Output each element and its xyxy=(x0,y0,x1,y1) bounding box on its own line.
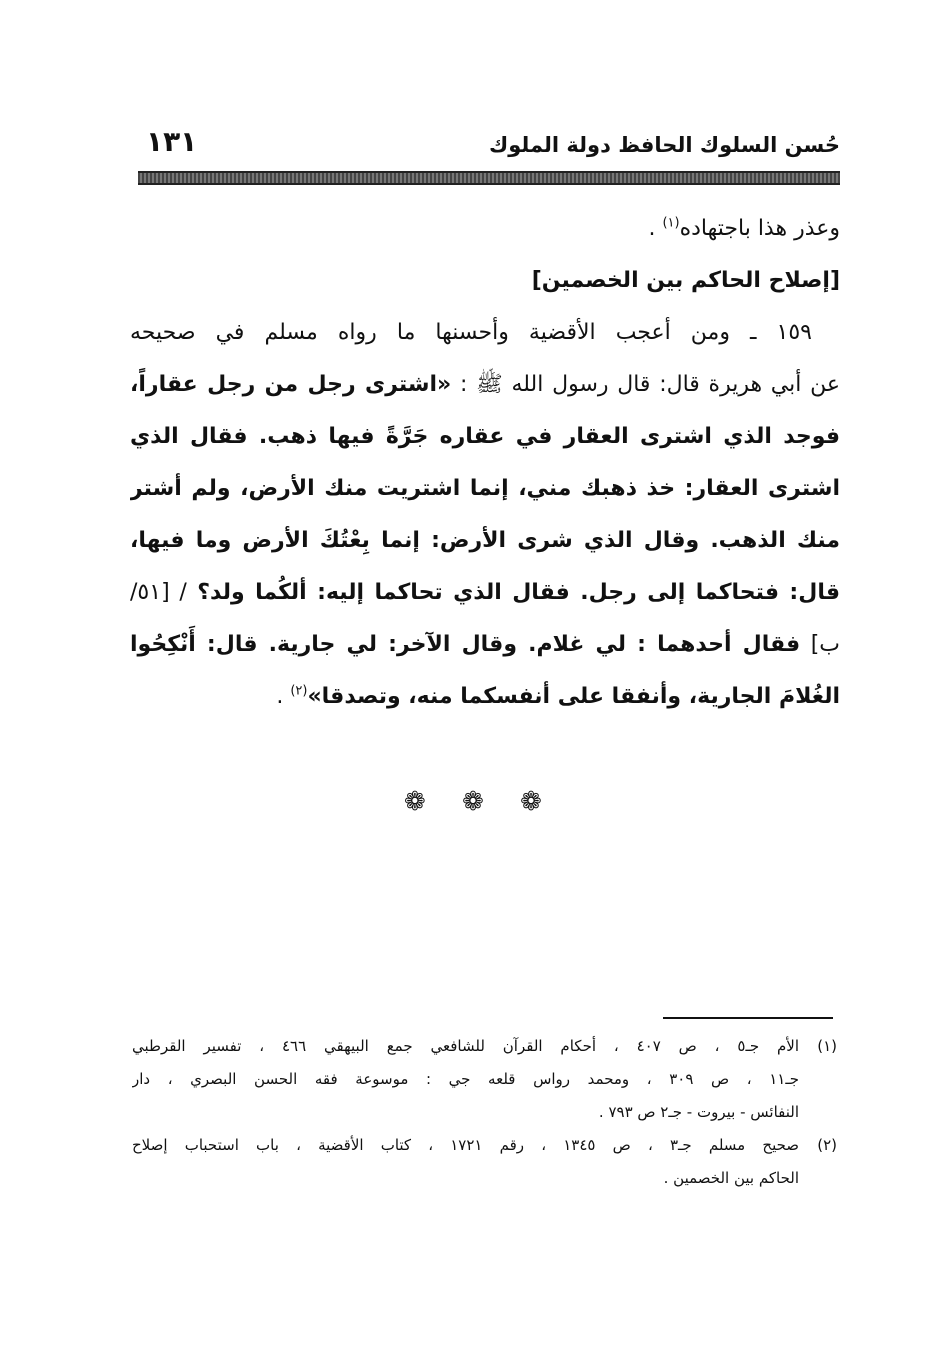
footnote-2-line xyxy=(132,1129,837,1162)
footnote-1-number: (١) xyxy=(817,1037,837,1055)
footnote-1-line xyxy=(132,1030,837,1063)
text-line: منك الذهب. وقال الذي شرى الأرض: إنما بِعْتُكَ الأرض وما فيها، xyxy=(130,528,840,553)
footnotes xyxy=(132,1030,837,1195)
text-line xyxy=(130,359,840,411)
footnote-marker-1[interactable]: (١) xyxy=(662,215,680,231)
footnote-2-number: (٢) xyxy=(817,1136,837,1154)
text-line: فوجد الذي اشترى العقار في عقاره جَرَّةً فيها ذهب. فقال الذي xyxy=(130,424,840,449)
running-header-title: حُسن السلوك الحافظ دولة الملوك xyxy=(488,133,840,157)
quote-span: قال: فتحاكما إلى رجل. فقال الذي تحاكما إليه: ألكُما ولد؟ xyxy=(186,580,840,605)
text-line: اشترى العقار: خذ ذهبك مني، إنما اشتريت منك الأرض، ولم أشتر xyxy=(130,476,840,501)
page-number: ١٣١ xyxy=(146,125,198,158)
text-line: ١٥٩ ـ ومن أعجب الأقضية وأحسنها ما رواه مسلم في صحيحه xyxy=(130,320,812,345)
folio-marker: ب] xyxy=(800,632,840,657)
footnote-marker-2[interactable]: (٢) xyxy=(290,683,308,699)
footnote-text: صحيح مسلم جـ٣ ، ص ١٣٤٥ ، رقم ١٧٢١ ، كتاب الأقضية ، باب استحباب إصلاح xyxy=(132,1136,800,1154)
header-rule xyxy=(138,171,840,185)
text-span: وعذر هذا باجتهاده xyxy=(679,216,840,241)
section-separator-ornament: ❁ ❁ ❁ xyxy=(404,787,556,817)
folio-marker: / [٥١/ xyxy=(130,580,187,605)
text-line xyxy=(130,567,840,619)
footnote-1-line: جـ١١ ، ص ٣٠٩ ، ومحمد رواس قلعه جي : موسوعة فقه الحسن البصري ، دار xyxy=(132,1070,800,1088)
text-span: . xyxy=(648,216,663,241)
section-heading: [إصلاح الحاكم بين الخصمين] xyxy=(531,268,840,293)
text-span: . xyxy=(276,684,291,709)
main-text xyxy=(130,203,840,723)
text-line xyxy=(130,203,840,255)
text-span: عن أبي هريرة قال: قال رسول الله ﷺ : xyxy=(451,372,840,397)
quote-span: الغُلامَ الجارية، وأنفقا على أنفسكما منه، وتصدقا» xyxy=(307,684,840,709)
footnote-text: الأم جـ٥ ، ص ٤٠٧ ، أحكام القرآن للشافعي جمع البيهقي ٤٦٦ ، تفسير القرطبي xyxy=(132,1037,800,1055)
quote-span: فقال أحدهما : لي غلام. وقال الآخر: لي جارية. قال: أَنْكِحُوا xyxy=(130,632,801,657)
footnote-2-line: الحاكم بين الخصمين . xyxy=(663,1169,799,1187)
footnote-rule xyxy=(663,1017,833,1019)
text-line xyxy=(130,671,840,723)
footnote-1-line: النفائس - بيروت - جـ٢ ص ٧٩٣ . xyxy=(598,1103,799,1121)
text-line xyxy=(130,619,840,671)
quote-span: «اشترى رجل من رجل عقاراً، xyxy=(130,372,452,397)
running-header xyxy=(138,124,840,170)
